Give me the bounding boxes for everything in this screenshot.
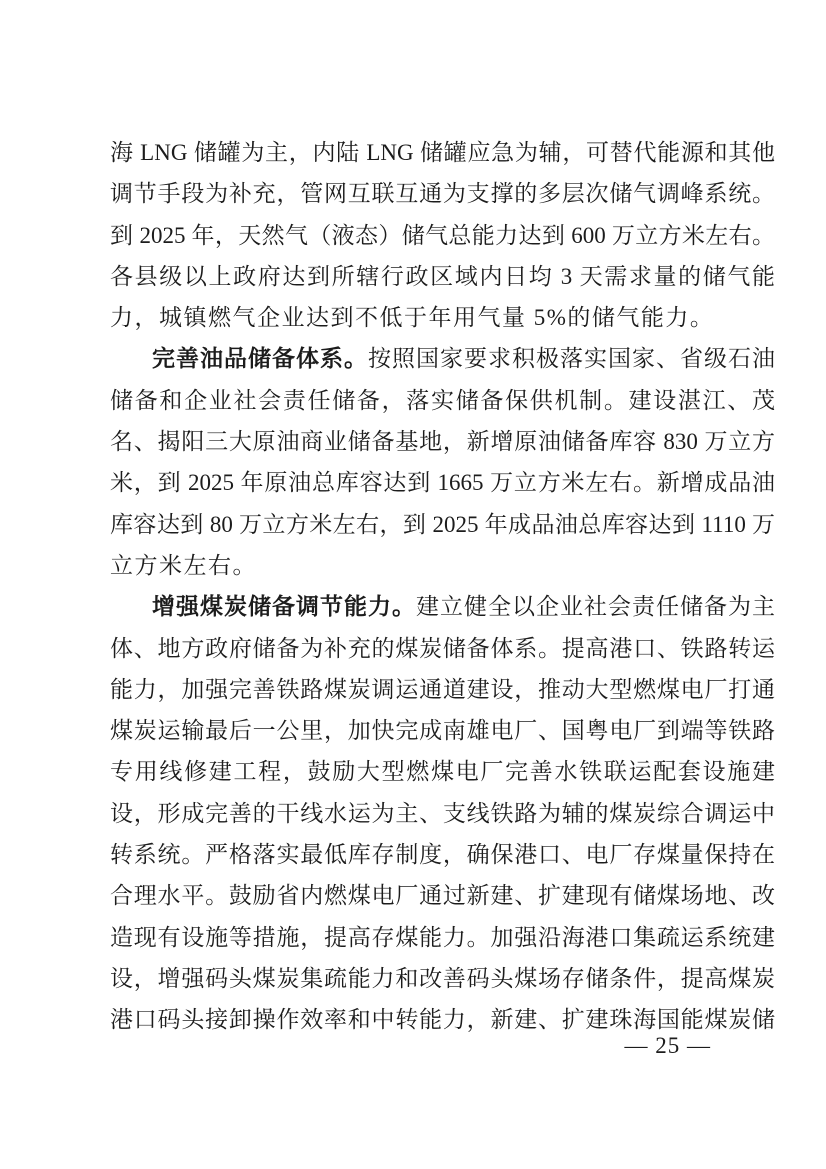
line-text: 米，到 2025 年原油总库容达到 1665 万立方米左右。新增成品油 — [110, 470, 775, 496]
text-line-17 — [110, 793, 775, 834]
line-text: 能力，加强完善铁路煤炭调运通道建设，推动大型燃煤电厂打通 — [110, 676, 775, 702]
line-text: 各县级以上政府达到所辖行政区域内日均 3 天需求量的储气能 — [110, 263, 775, 289]
line-text: 专用线修建工程，鼓励大型燃煤电厂完善水铁联运配套设施建 — [110, 759, 775, 785]
text-line-5 — [110, 297, 775, 338]
text-line-1 — [110, 132, 775, 173]
line-text: 到 2025 年，天然气（液态）储气总能力达到 600 万立方米左右。 — [110, 222, 775, 248]
text-line-18 — [110, 834, 775, 875]
text-line-4 — [110, 256, 775, 297]
bold-run-heading: 完善油品储备体系。 — [152, 346, 368, 372]
line-text: 造现有设施等措施，提高存煤能力。加强沿海港口集疏运系统建 — [110, 924, 775, 950]
line-text: 名、揭阳三大原油商业储备基地，新增原油储备库容 830 万立方 — [110, 429, 775, 455]
text-line-11 — [110, 545, 775, 586]
body-text — [110, 132, 775, 1041]
line-text: 按照国家要求积极落实国家、省级石油 — [368, 346, 775, 372]
text-line-9 — [110, 462, 775, 503]
line-text: 调节手段为补充，管网互联互通为支撑的多层次储气调峰系统。 — [110, 181, 775, 207]
text-line-13 — [110, 628, 775, 669]
line-text: 海 LNG 储罐为主，内陆 LNG 储罐应急为辅，可替代能源和其他 — [110, 140, 775, 165]
line-text: 储备和企业社会责任储备，落实储备保供机制。建设湛江、茂 — [110, 387, 775, 413]
line-text: 港口码头接卸操作效率和中转能力，新建、扩建珠海国能煤炭储 — [110, 1007, 775, 1033]
text-line-20 — [110, 917, 775, 958]
line-text: 立方米左右。 — [110, 552, 257, 578]
text-line-12-heading-coal-reserve — [110, 586, 775, 627]
text-line-10 — [110, 504, 775, 545]
line-text: 建立健全以企业社会责任储备为主 — [416, 594, 775, 620]
text-line-21 — [110, 958, 775, 999]
text-line-8 — [110, 421, 775, 462]
line-text: 转系统。严格落实最低库存制度，确保港口、电厂存煤量保持在 — [110, 842, 775, 868]
line-text: 力，城镇燃气企业达到不低于年用气量 5%的储气能力。 — [110, 305, 715, 331]
bold-run-heading: 增强煤炭储备调节能力。 — [152, 594, 416, 620]
text-line-19 — [110, 875, 775, 916]
text-line-14 — [110, 669, 775, 710]
page-number: — 25 — — [624, 1033, 711, 1058]
line-text: 库容达到 80 万立方米左右，到 2025 年成品油总库容达到 1110 万 — [110, 511, 775, 537]
text-line-2 — [110, 173, 775, 214]
text-line-15 — [110, 710, 775, 751]
text-line-6-heading-oil-reserve — [110, 338, 775, 379]
line-text: 煤炭运输最后一公里，加快完成南雄电厂、国粤电厂到端等铁路 — [110, 718, 775, 744]
line-text: 设，增强码头煤炭集疏能力和改善码头煤场存储条件，提高煤炭 — [110, 965, 775, 991]
line-text: 合理水平。鼓励省内燃煤电厂通过新建、扩建现有储煤场地、改 — [110, 883, 775, 909]
text-line-16 — [110, 751, 775, 792]
line-text: 设，形成完善的干线水运为主、支线铁路为辅的煤炭综合调运中 — [110, 800, 775, 826]
line-text: 体、地方政府储备为补充的煤炭储备体系。提高港口、铁路转运 — [110, 635, 775, 661]
text-line-3 — [110, 215, 775, 256]
text-line-7 — [110, 380, 775, 421]
